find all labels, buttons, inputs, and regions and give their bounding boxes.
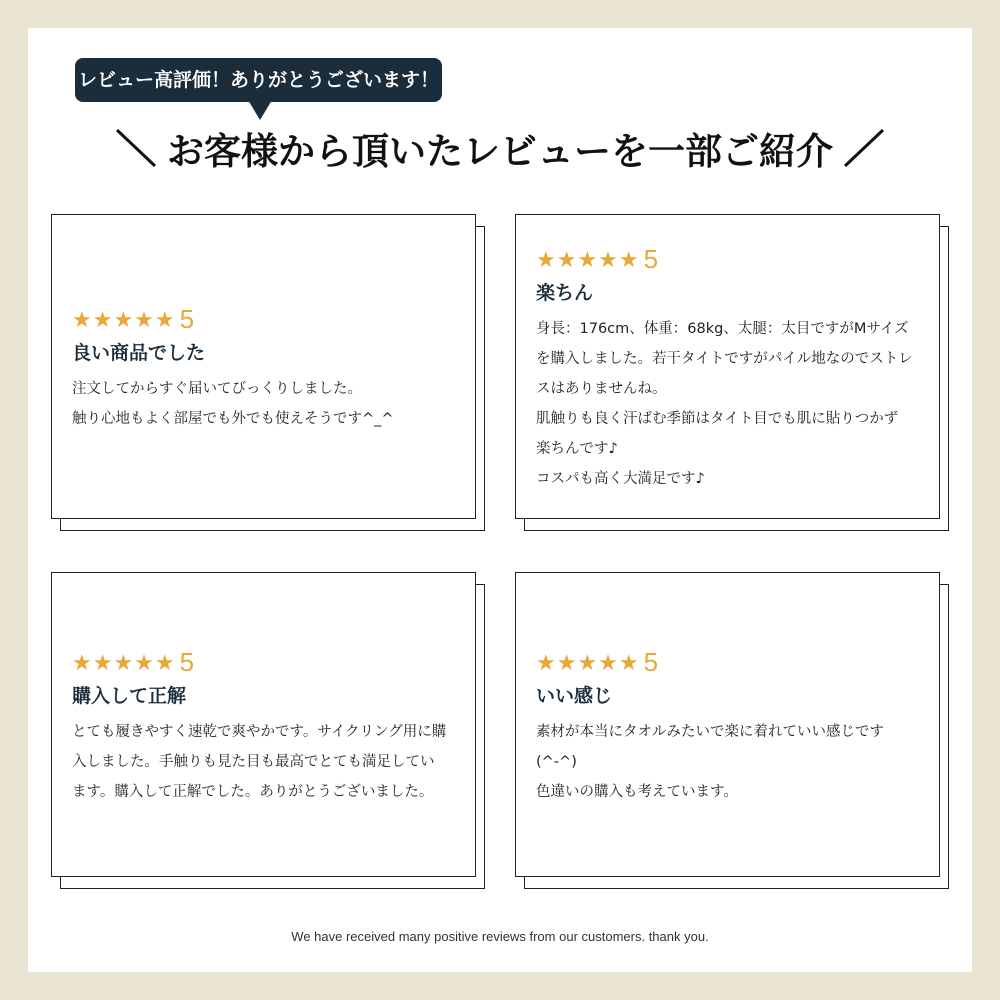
- review-title: 購入して正解: [72, 684, 187, 707]
- star-rating: [536, 647, 925, 679]
- review-title: いい感じ: [536, 684, 613, 707]
- review-card: [515, 572, 949, 889]
- review-title: 良い商品でした: [72, 341, 206, 364]
- review-text-line: 素材が本当にタオルみたいで楽に着れていい感じです: [536, 723, 884, 740]
- review-title: 楽ちん: [536, 281, 594, 304]
- review-text-line: 注文してからすぐ届いてびっくりしました。: [72, 380, 362, 397]
- five-star-icon: ★★★★★: [536, 247, 640, 273]
- review-text-line: 入しました。手触りも見た目も最高でとても満足してい: [72, 753, 435, 770]
- header-bubble: レビュー高評価！ありがとうございます！: [75, 58, 442, 102]
- footer-text: We have received many positive reviews from our customers. thank you.: [291, 929, 709, 944]
- review-text-line: コスパも高く大満足です♪: [536, 470, 705, 487]
- star-rating: [536, 244, 925, 276]
- rating-score: 5: [643, 646, 660, 677]
- five-star-icon: ★★★★★: [536, 650, 640, 676]
- review-text-line: 色違いの購入も考えています。: [536, 783, 738, 800]
- review-text-line: スはありませんね。: [536, 380, 667, 397]
- rating-score: 5: [643, 243, 660, 274]
- page-title: [60, 118, 940, 178]
- card-body: [51, 572, 476, 877]
- review-card: [515, 214, 949, 531]
- review-text-line: 肌触りも良く汗ばむ季節はタイト目でも肌に貼りつかず: [536, 410, 899, 427]
- backslash-deco-icon: [111, 126, 161, 170]
- bubble-tail: [248, 100, 272, 120]
- review-card: [51, 214, 485, 531]
- card-body: [515, 214, 940, 519]
- review-text-line: ます。購入して正解でした。ありがとうございました。: [72, 783, 434, 800]
- review-text-line: (^-^): [536, 753, 577, 770]
- review-card: [51, 572, 485, 889]
- review-text-line: を購入しました。若干タイトですがパイル地なのでストレ: [536, 350, 913, 367]
- rating-score: 5: [179, 303, 196, 334]
- card-body: [51, 214, 476, 519]
- review-text-line: 触り心地もよく部屋でも外でも使えそうです^_^: [72, 410, 394, 427]
- five-star-icon: ★★★★★: [72, 307, 176, 333]
- headline-text: お客様から頂いたレビューを一部ご紹介: [167, 130, 833, 173]
- star-rating: [72, 647, 461, 679]
- five-star-icon: ★★★★★: [72, 650, 176, 676]
- slash-deco-icon: [839, 126, 889, 170]
- review-text-line: とても履きやすく速乾で爽やかです。サイクリング用に購: [72, 723, 447, 740]
- card-body: [515, 572, 940, 877]
- rating-score: 5: [179, 646, 196, 677]
- review-text-line: 身長：176cm、体重：68kg、太腿：太目ですがMサイズ: [536, 320, 909, 337]
- review-text-line: 楽ちんです♪: [536, 440, 618, 457]
- star-rating: [72, 304, 461, 336]
